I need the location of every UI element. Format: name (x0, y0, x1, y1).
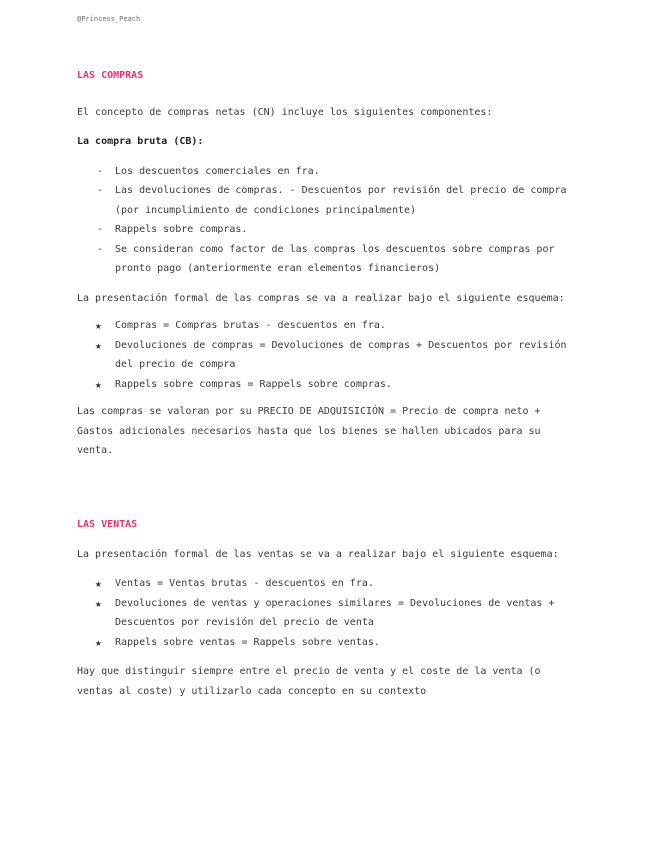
compras-dash-list (77, 162, 577, 279)
list-item: - Las devoluciones de compras. - Descuentos por revisión del precio de compra (por incumplimiento de condiciones principalmente) (77, 181, 577, 220)
compras-intro: El concepto de compras netas (CN) incluye los siguientes componentes: (77, 106, 493, 118)
star-icon: ★ (95, 377, 102, 391)
dash-marker: - (97, 224, 104, 235)
dash-marker: - (97, 165, 104, 177)
dash-marker: - (97, 243, 104, 255)
ventas-title: LAS VENTAS (77, 519, 138, 530)
list-item: ★ Compras = Compras brutas - descuentos en fra. (77, 316, 577, 336)
list-item: - Los descuentos comerciales en fra. (77, 162, 577, 182)
ventas-closing: Hay que distinguir siempre entre el precio de venta y el coste de la venta (o ventas al coste) y utilizarlo cada concepto en su contexto (77, 666, 541, 697)
list-item: ★ Rappels sobre ventas = Rappels sobre ventas. (77, 633, 577, 653)
list-item: ★ Devoluciones de compras = Devoluciones de compras + Descuentos por revisión del precio de compra (77, 336, 577, 375)
star-icon: ★ (95, 338, 102, 352)
compras-section (77, 66, 577, 461)
star-icon: ★ (95, 319, 102, 332)
list-item: ★ Ventas = Ventas brutas - descuentos en fra. (77, 574, 577, 594)
ventas-schema-intro: La presentación formal de las ventas se va a realizar bajo el siguiente esquema: (77, 548, 559, 560)
compras-valuation: Las compras se valoran por su PRECIO DE ADQUISICIÓN = Precio de compra neto + Gastos adicionales necesarios hasta que los bienes se hallen ubicados para su venta. (77, 406, 541, 456)
list-item: ★ Rappels sobre compras = Rappels sobre compras. (77, 375, 577, 395)
ventas-section (77, 515, 577, 701)
compras-schema-intro: La presentación formal de las compras se va a realizar bajo el siguiente esquema: (77, 292, 565, 304)
star-icon: ★ (95, 577, 102, 590)
dash-marker: - (97, 185, 104, 196)
compras-title: LAS COMPRAS (77, 70, 144, 81)
list-item: - Se consideran como factor de las compras los descuentos sobre compras por pronto pago (anteriormente eran elementos financieros) (77, 240, 577, 279)
list-item: ★ Devoluciones de ventas y operaciones similares = Devoluciones de ventas + Descuentos por revisión del precio de venta (77, 594, 577, 633)
compras-subtitle: La compra bruta (CB): (77, 136, 204, 147)
compras-star-list (77, 316, 577, 394)
list-item: - Rappels sobre compras. (77, 220, 577, 240)
star-icon: ★ (95, 596, 102, 610)
ventas-star-list (77, 574, 577, 652)
author-handle: @Princess_Peach (77, 15, 141, 23)
star-icon: ★ (95, 635, 102, 649)
